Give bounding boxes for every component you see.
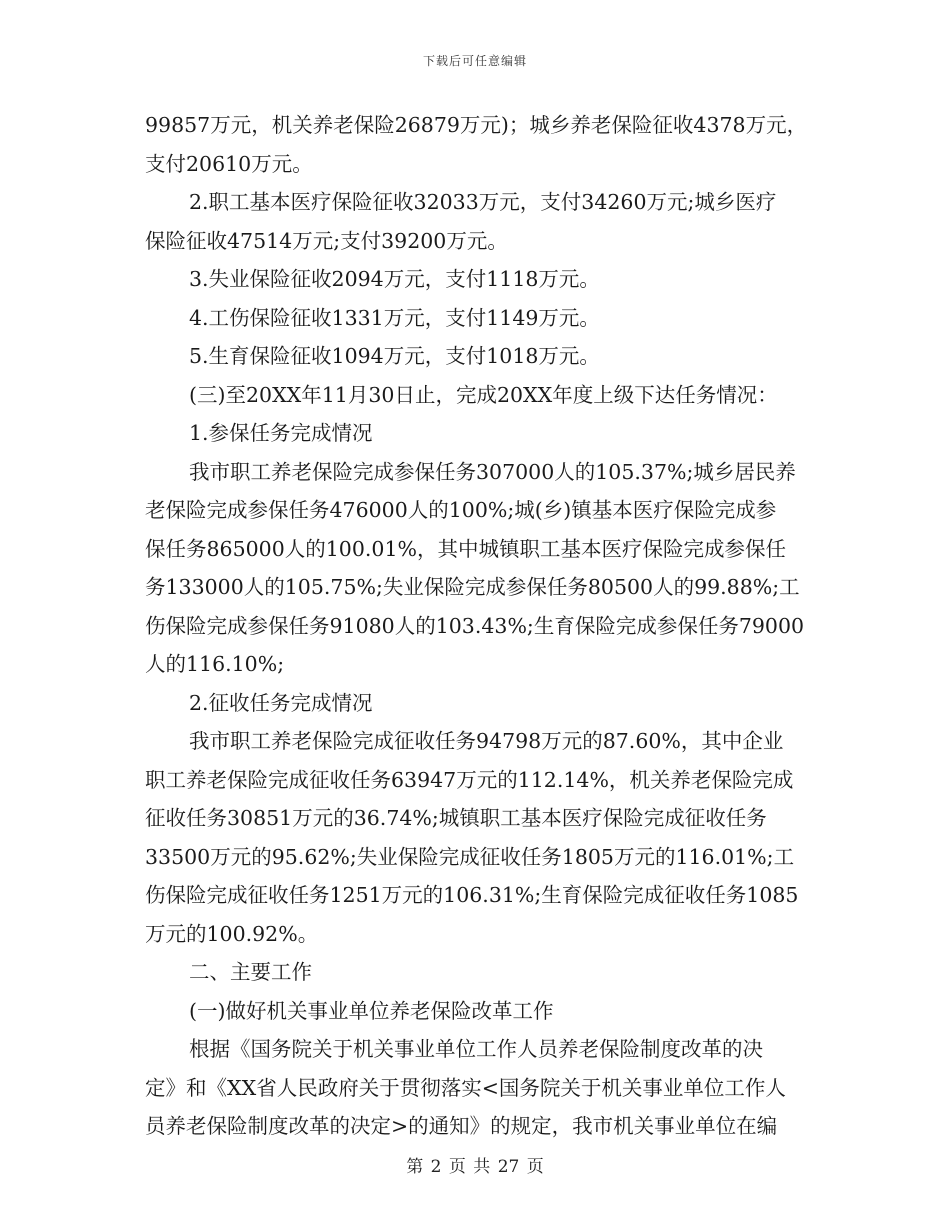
text-line: 二、主要工作 <box>189 960 312 984</box>
text-line: 万元的100.92%。 <box>145 921 319 946</box>
text-line: 员养老保险制度改革的决定>的通知》的规定，我市机关事业单位在编 <box>145 1114 778 1138</box>
text-line: 5.生育保险征收1094万元，支付1018万元。 <box>189 344 600 368</box>
page-header: 下载后可任意编辑 <box>422 54 527 68</box>
text-line: 33500万元的95.62%;失业保险完成征收任务1805万元的116.01%;工 <box>145 844 795 869</box>
text-line: 定》和《XX省人民政府关于贯彻落实<国务院关于机关事业单位工作人 <box>145 1075 786 1100</box>
text-line: 支付20610万元。 <box>145 151 313 176</box>
text-line: 2.职工基本医疗保险征收32033万元，支付34260万元;城乡医疗 <box>189 190 777 214</box>
text-line: 征收任务30851万元的36.74%;城镇职工基本医疗保险完成征收任务 <box>145 806 767 830</box>
text-line: (一)做好机关事业单位养老保险改革工作 <box>189 998 554 1023</box>
document-body <box>145 106 810 1146</box>
page-footer: 第 2 页 共 27 页 <box>406 1157 544 1177</box>
text-line: 人的116.10%; <box>145 652 285 676</box>
text-line: 职工养老保险完成征收任务63947万元的112.14%，机关养老保险完成 <box>145 767 794 792</box>
text-line: 3.失业保险征收2094万元，支付1118万元。 <box>189 267 600 291</box>
text-line: 保险征收47514万元;支付39200万元。 <box>145 228 508 253</box>
text-line: 老保险完成参保任务476000人的100%;城(乡)镇基本医疗保险完成参 <box>145 498 777 522</box>
text-line: 99857万元，机关养老保险26879万元)；城乡养老保险征收4378万元， <box>145 113 808 137</box>
text-line: 保任务865000人的100.01%，其中城镇职工基本医疗保险完成参保任 <box>145 536 786 561</box>
text-line: 根据《国务院关于机关事业单位工作人员养老保险制度改革的决 <box>189 1037 763 1061</box>
text-line: (三)至20XX年11月30日止，完成20XX年度上级下达任务情况： <box>189 382 778 407</box>
text-line: 我市职工养老保险完成征收任务94798万元的87.60%，其中企业 <box>189 729 784 753</box>
text-line: 4.工伤保险征收1331万元，支付1149万元。 <box>189 305 600 330</box>
text-line: 1.参保任务完成情况 <box>189 421 373 445</box>
text-line: 务133000人的105.75%;失业保险完成参保任务80500人的99.88%;工 <box>145 575 800 599</box>
text-line: 我市职工养老保险完成参保任务307000人的105.37%;城乡居民养 <box>189 459 796 484</box>
text-line: 伤保险完成征收任务1251万元的106.31%;生育保险完成征收任务1085 <box>145 883 799 907</box>
text-line: 伤保险完成参保任务91080人的103.43%;生育保险完成参保任务79000 <box>145 613 805 638</box>
text-line: 2.征收任务完成情况 <box>189 690 373 715</box>
